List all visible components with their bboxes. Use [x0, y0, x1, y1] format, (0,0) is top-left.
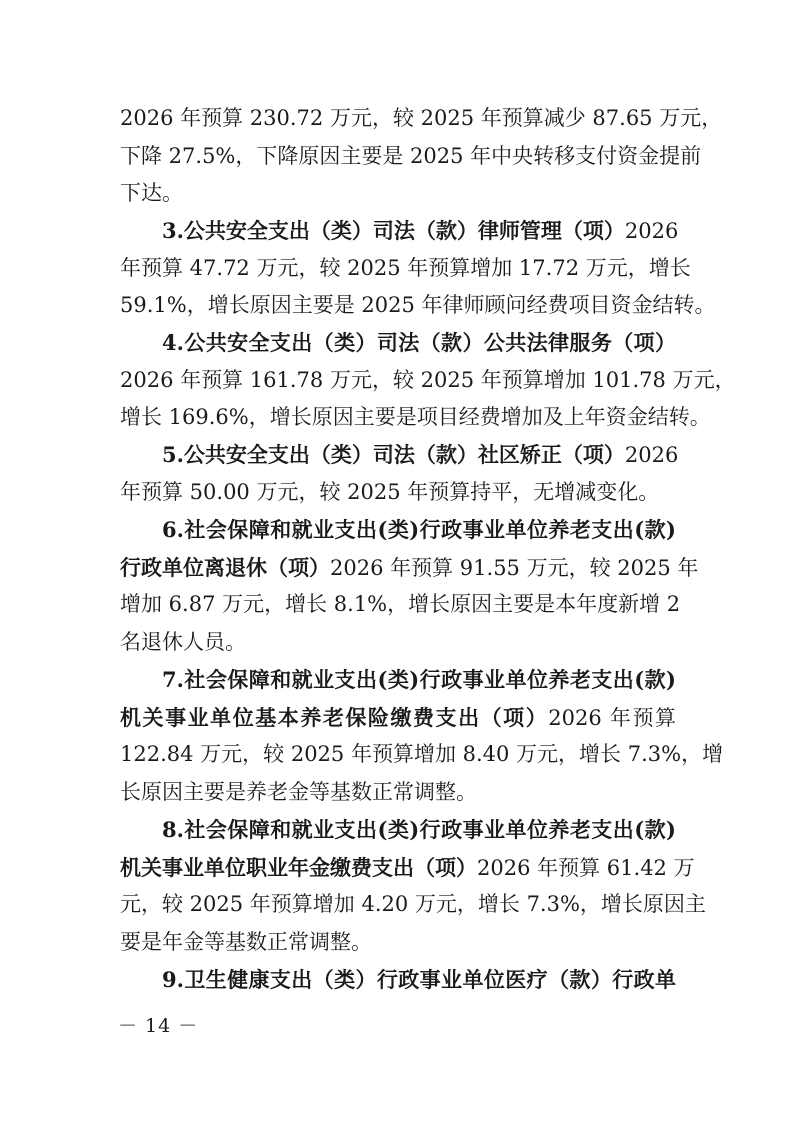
item-heading: 3.公共安全支出（类）司法（款）律师管理（项） — [162, 218, 625, 243]
text-line: 下达。 — [120, 181, 183, 205]
text-line: 年预算 47.72 万元，较 2025 年预算增加 17.72 万元，增长 — [120, 255, 691, 280]
paragraph-item4 — [120, 324, 736, 437]
paragraph-item8 — [120, 811, 706, 961]
paragraph-item9 — [120, 961, 676, 999]
text-line — [120, 849, 695, 887]
text-line: 2026 年预算 161.78 万元，较 2025 年预算增加 101.78 万元， — [120, 367, 736, 392]
paragraph-item7 — [120, 661, 724, 811]
text-span: 2026 年预算 — [548, 705, 677, 730]
text-line — [120, 324, 676, 362]
text-line: 122.84 万元，较 2025 年预算增加 8.40 万元，增长 7.3%，增 — [120, 742, 724, 766]
text-line — [120, 549, 699, 587]
item-heading: 9.卫生健康支出（类）行政事业单位医疗（款）行政单 — [162, 967, 676, 992]
text-line: 名退休人员。 — [120, 629, 246, 654]
text-line: 下降 27.5%，下降原因主要是 2025 年中央转移支付资金提前 — [120, 143, 702, 168]
text-line: 要是年金等基数正常调整。 — [120, 929, 372, 954]
paragraph-item2-continued — [120, 100, 723, 213]
paragraph-item6 — [120, 511, 699, 661]
item-heading: 8.社会保障和就业支出(类)行政事业单位养老支出(款) — [162, 817, 676, 842]
item-heading: 5.公共安全支出（类）司法（款）社区矫正（项） — [162, 442, 625, 467]
text-line: 增长 169.6%，增长原因主要是项目经费增加及上年资金结转。 — [120, 405, 711, 429]
item-heading: 行政单位离退休（项） — [120, 554, 330, 580]
text-span: 2026 年预算 61.42 万 — [477, 855, 695, 880]
text-line: 增加 6.87 万元，增长 8.1%，增长原因主要是本年度新增 2 — [120, 592, 681, 616]
text-line — [120, 212, 679, 250]
item-heading: 7.社会保障和就业支出(类)行政事业单位养老支出(款) — [162, 667, 676, 692]
item-heading: 机关事业单位基本养老保险缴费支出（项） — [120, 704, 549, 730]
text-line: 2026 年预算 230.72 万元，较 2025 年预算减少 87.65 万元， — [120, 106, 723, 130]
item-heading: 4.公共安全支出（类）司法（款）公共法律服务（项） — [162, 330, 676, 355]
text-span: 2026 年预算 91.55 万元，较 2025 年 — [330, 555, 699, 580]
text-line: 年预算 50.00 万元，较 2025 年预算持平，无增减变化。 — [120, 479, 660, 504]
item-heading: 机关事业单位职业年金缴费支出（项） — [120, 854, 477, 880]
text-line: 59.1%，增长原因主要是 2025 年律师顾问经费项目资金结转。 — [120, 293, 716, 317]
item-heading: 6.社会保障和就业支出(类)行政事业单位养老支出(款) — [162, 517, 676, 542]
page-number: － 14 － — [118, 1015, 199, 1037]
text-line: 元，较 2025 年预算增加 4.20 万元，增长 7.3%，增长原因主 — [120, 892, 706, 916]
paragraph-item3 — [120, 212, 716, 325]
text-span: 2026 — [624, 219, 679, 243]
text-span: 2026 — [624, 443, 679, 467]
paragraph-item5 — [120, 436, 679, 511]
text-line — [120, 436, 679, 474]
text-line: 长原因主要是养老金等基数正常调整。 — [120, 779, 477, 804]
text-line — [120, 699, 676, 737]
